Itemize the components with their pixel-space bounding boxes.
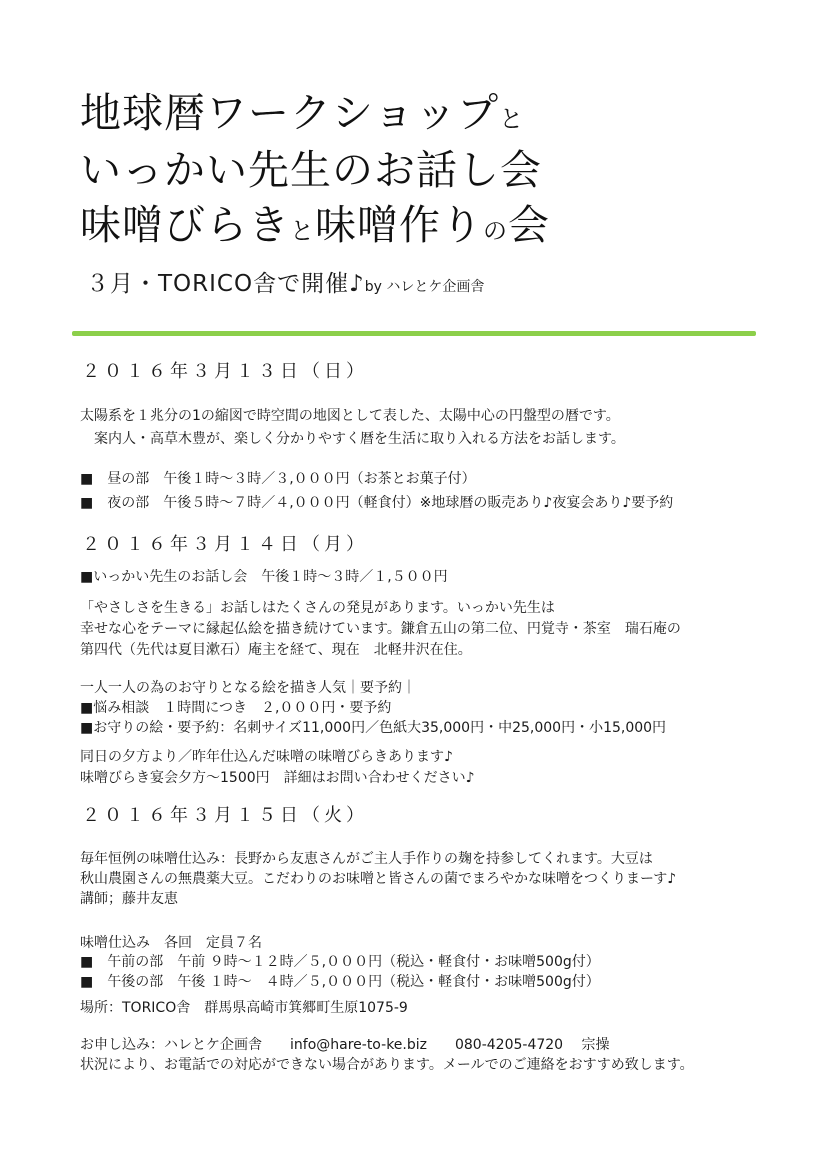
day2-note-1: 一人一人の為のお守りとなる絵を描き人気｜要予約｜	[80, 680, 416, 696]
day2-event: ■いっかい先生のお話し会 午後１時〜３時／１,５００円	[80, 569, 448, 585]
day2-desc-3: 第四代（先代は夏目漱石）庵主を経て、現在 北軽井沢在住。	[80, 642, 472, 658]
title-line-1-main: 地球暦ワークショップ	[80, 89, 500, 137]
title-line-3-a: 味噌びらき	[80, 201, 290, 249]
title-line-3	[80, 200, 550, 256]
green-divider	[72, 331, 756, 336]
day3-item-2: ■ 午後の部 午後 １時〜 ４時／５,０００円（税込・軽食付・お味噌500g付）	[80, 974, 600, 990]
day3-desc-3: 講師；藤井友恵	[80, 891, 178, 907]
day3-venue: 場所：TORICO舎 群馬県高崎市箕郷町生原1075-9	[80, 1000, 408, 1016]
subtitle-main: ３月・TORICO舎で開催♪	[86, 271, 365, 297]
day2-desc-2: 幸せな心をテーマに縁起仏絵を描き続けています。鎌倉五山の第二位、円覚寺・茶室 瑞石庵の	[80, 621, 681, 637]
day1-date: ２０１６年３月１３日（日）	[82, 361, 368, 382]
day2-desc-1: 「やさしさを生きる」お話しはたくさんの発見があります。いっかい先生は	[80, 600, 555, 616]
day2-extra-2: 味噌びらき宴会夕方〜1500円 詳細はお問い合わせください♪	[80, 770, 475, 786]
title-line-3-particle-2: の	[483, 217, 508, 245]
title-line-3-particle-1: と	[290, 217, 315, 245]
day1-item-2: ■ 夜の部 午後５時〜７時／４,０００円（軽食付）※地球暦の販売あり♪夜宴会あり♪要予約	[80, 495, 674, 511]
day3-date: ２０１６年３月１５日（火）	[82, 805, 368, 826]
title-line-1-particle: と	[499, 105, 525, 133]
subtitle-by: by ハレとケ企画舎	[364, 279, 485, 295]
day1-desc-2: 案内人・高草木豊が、楽しく分かりやすく暦を生活に取り入れる方法をお話します。	[80, 431, 625, 447]
day2-extra-1: 同日の夕方より／昨年仕込んだ味噌の味噌びらきあります♪	[80, 749, 453, 765]
day2-note-3: ■お守りの絵・要予約：名刺サイズ11,000円／色紙大35,000円・中25,000円・小15,000円	[80, 720, 667, 736]
subtitle	[86, 268, 484, 303]
contact-note: 状況により、お電話での対応ができない場合があります。メールでのご連絡をおすすめ致します。	[80, 1057, 694, 1073]
title-line-2-text: いっかい先生のお話し会	[80, 146, 542, 194]
title-line-3-c: 会	[508, 201, 550, 249]
day3-capacity: 味噌仕込み 各回 定員７名	[80, 935, 262, 951]
title-line-3-b: 味噌作り	[315, 201, 483, 249]
day2-date: ２０１６年３月１４日（月）	[82, 534, 368, 555]
day3-item-1: ■ 午前の部 午前 ９時〜１２時／５,０００円（税込・軽食付・お味噌500g付）	[80, 954, 600, 970]
title-line-1	[80, 88, 524, 144]
day2-note-2: ■悩み相談 １時間につき ２,０００円・要予約	[80, 700, 392, 716]
contact-line: お申し込み：ハレとケ企画舎 info@hare-to-ke.biz 080-4205-4720 宗操	[80, 1037, 610, 1053]
day3-desc-1: 毎年恒例の味噌仕込み：長野から友恵さんがご主人手作りの麹を持参してくれます。大豆は	[80, 851, 653, 867]
day3-desc-2: 秋山農園さんの無農薬大豆。こだわりのお味噌と皆さんの菌でまろやかな味噌をつくりまーす♪	[80, 871, 677, 887]
title-line-2	[80, 145, 542, 195]
day1-desc-1: 太陽系を１兆分の1の縮図で時空間の地図として表した、太陽中心の円盤型の暦です。	[80, 408, 620, 424]
day1-item-1: ■ 昼の部 午後１時〜３時／３,０００円（お茶とお菓子付）	[80, 471, 476, 487]
